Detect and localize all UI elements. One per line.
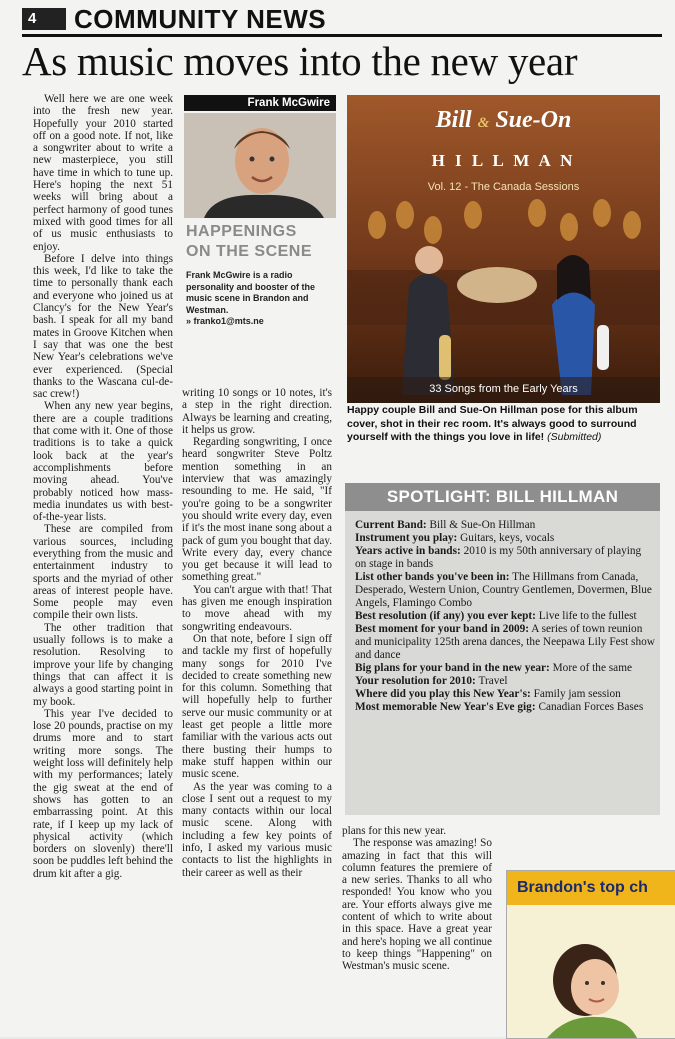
- spotlight-answer: Guitars, keys, vocals: [460, 532, 555, 544]
- paragraph: Regarding songwriting, I once heard songwriter Steve Poltz mention something in an interview that was amazingly resounding to me. He said, "If you're going to be a songwriter you should write every day, even if it's the most inane song about a pack of gum you bought that day. Write every day, every chance you get because it will lead to something great.": [182, 436, 332, 584]
- headline: As music moves into the new year: [22, 38, 578, 84]
- album-footer: 33 Songs from the Early Years: [429, 383, 578, 395]
- paragraph: As the year was coming to a close I sent out a request to my many contacts within our local music scene. Along with including a few key points of info, I asked my various music contacts to list the highlights in their career as well as their: [182, 780, 332, 879]
- section-header: [22, 4, 662, 34]
- spotlight-answer: 2010 is my 50th anniversary of playing on stage in bands: [355, 545, 642, 570]
- paragraph: On that note, before I sign off and tackle my first of hopefully many songs for 2010 I've decided to create something new for this column. Something that will hopefully help to further serve our music community or at least get people a little more familiar with the various acts out there busting their humps to make stuff happen within our music scene.: [182, 632, 332, 781]
- spotlight-answer: More of the same: [552, 662, 632, 674]
- paragraph: This year I've decided to lose 20 pounds, practise on my drums more and to start writing more songs. The weight loss will definitely help with my performances; lately the gig sweat at the end of shows has gotten to an embarrassing point. At this rate, if I keep up my lack of physical activity (which borders on slovenly) there'll soon be puddles left behind the drum kit after a gig.: [33, 707, 173, 880]
- spotlight-item: [355, 701, 655, 714]
- spotlight-question: Big plans for your band in the new year:: [355, 662, 550, 674]
- spotlight-item: [355, 623, 655, 662]
- spotlight-item: [355, 571, 655, 610]
- columnist-byline: Frank McGwire: [184, 95, 336, 111]
- promo-photo: [507, 905, 675, 1038]
- spotlight-item: [355, 610, 655, 623]
- spotlight-answer: Travel: [478, 675, 508, 687]
- album-cover-photo: [347, 95, 660, 403]
- spotlight-item: [355, 532, 655, 545]
- album-volume: Vol. 12 - The Canada Sessions: [427, 181, 580, 193]
- paragraph: Well here we are one week into the fresh new year. Hopefully your 2010 started off on a good note. If not, like a songwriter about to write a new masterpiece, you still have time in which to tune up. Here's hoping the next 51 weeks will bring about a perfect harmony of good tunes mixed with good times for all of us music enthusiasts to enjoy.: [33, 93, 173, 253]
- spotlight-question: Your resolution for 2010:: [355, 675, 476, 687]
- album-artist-second: Sue-On: [495, 107, 572, 133]
- page-number: 4: [22, 8, 66, 30]
- article-column-1: [33, 93, 173, 880]
- spotlight-item: [355, 675, 655, 688]
- column-name: [186, 222, 336, 262]
- paragraph: The response was amazing! So amazing in fact that this will column features the premiere of a new series. Thanks to all who responded! You know who you are. Your efforts always give me content of which to write about in this space. Have a great year and here's hoping we all continue to keep things "Happening" on Westman's music scene.: [342, 837, 492, 973]
- spotlight-answer: The Hillmans from Canada, Desperado, Western Union, Country Gentlemen, Dovermen, Blue Angels, Flamingo Combo: [355, 571, 652, 609]
- spotlight-answer: Family jam session: [533, 688, 621, 700]
- paragraph: Before I delve into things this week, I'd like to take the time to personally thank each and everyone who joined us at Clancy's for the New Year's bash. I speak for all my band mates in Groove Kitchen when I say that was one the best New Year's celebrations we've ever experienced. (Special thanks to the Wascana cul-de-sac crew!): [33, 252, 173, 401]
- album-surname: H I L L M A N: [431, 151, 576, 170]
- spotlight-item: [355, 545, 655, 571]
- spotlight-question: Current Band:: [355, 519, 427, 531]
- column-name-line2: ON THE SCENE: [186, 243, 313, 260]
- spotlight-question: Instrument you play:: [355, 532, 458, 544]
- bio-text: Frank McGwire is a radio personality and booster of the music scene in Brandon and Westman.: [186, 270, 316, 315]
- spotlight-answer: Bill & Sue-On Hillman: [429, 519, 536, 531]
- paragraph: When any new year begins, there are a couple traditions that come with it. One of those traditions is to take a quick look back at the year's accomplishments before moving ahead. You've probably noticed how mass-media inundates us with best-of-the-year lists.: [33, 400, 173, 524]
- spotlight-question: Where did you play this New Year's:: [355, 688, 531, 700]
- article-column-2: [182, 387, 332, 879]
- columnist-email: » franko1@mts.ne: [186, 316, 264, 326]
- spotlight-question: Years active in bands:: [355, 545, 461, 557]
- caption-credit: (Submitted): [547, 431, 602, 443]
- spotlight-item: [355, 688, 655, 701]
- spotlight-list: [355, 519, 655, 714]
- promo-box: [506, 870, 675, 1039]
- spotlight-item: [355, 662, 655, 675]
- paragraph: writing 10 songs or 10 notes, it's a step in the right direction. Always be learning and creating, it helps us grow.: [182, 387, 332, 436]
- paragraph: The other tradition that usually follows is to make a resolution. Resolving to improve your life by changing things that can affect it is always a good starting point in my book.: [33, 621, 173, 708]
- spotlight-answer: A series of town reunion and municipality 125th arena dances, the Neepawa Lily Fest show and dance: [355, 623, 655, 661]
- paragraph: You can't argue with that! That has given me enough inspiration to move ahead with my songwriting endeavours.: [182, 583, 332, 633]
- photo-caption: [347, 404, 662, 445]
- spotlight-title: SPOTLIGHT: BILL HILLMAN: [345, 483, 660, 511]
- paragraph: plans for this new year.: [342, 825, 447, 837]
- article-column-3: [342, 825, 492, 973]
- album-title: [347, 107, 660, 134]
- spotlight-question: Most memorable New Year's Eve gig:: [355, 701, 536, 713]
- spotlight-item: [355, 519, 655, 532]
- album-artist-first: Bill: [435, 107, 472, 133]
- caption-text: Happy couple Bill and Sue-On Hillman pose for this album cover, shot in their rec room. It's always good to surround yourself with the things you love in life!: [347, 404, 638, 443]
- spotlight-question: Best resolution (if any) you ever kept:: [355, 610, 536, 622]
- spotlight-question: List other bands you've been in:: [355, 571, 510, 583]
- album-artist-amp: &: [477, 115, 490, 131]
- spotlight-question: Best moment for your band in 2009:: [355, 623, 530, 635]
- spotlight-answer: Canadian Forces Bases: [538, 701, 644, 713]
- promo-title: Brandon's top ch: [507, 871, 675, 905]
- spotlight-box: [345, 483, 660, 815]
- column-name-line1: HAPPENINGS: [186, 223, 297, 240]
- spotlight-answer: Live life to the fullest: [538, 610, 637, 622]
- columnist-photo: [184, 113, 336, 218]
- paragraph: These are compiled from various sources, including everything from the music and entertainment industry to sports and the myriad of other areas of interest people have. Some people may even compile their own lists.: [33, 523, 173, 622]
- section-title: COMMUNITY NEWS: [74, 4, 327, 34]
- columnist-bio: [186, 270, 336, 328]
